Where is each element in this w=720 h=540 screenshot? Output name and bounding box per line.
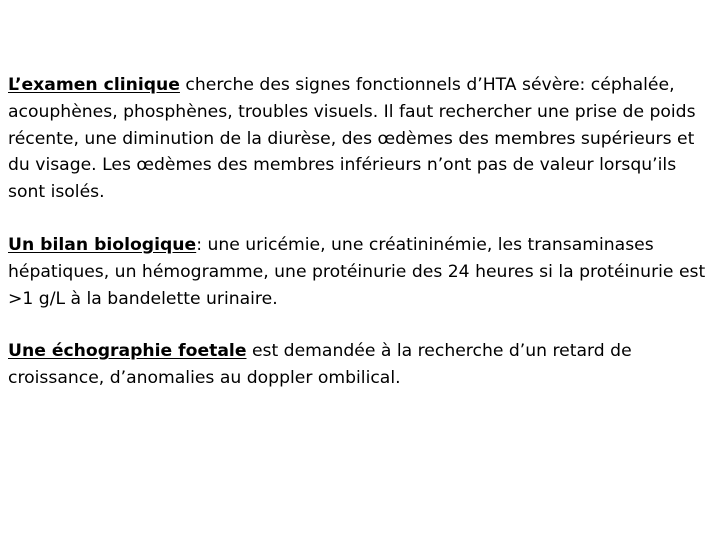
paragraph-fetal-ultrasound [8,338,716,392]
heading-fetal-ultrasound: Une échographie foetale [8,341,247,362]
heading-lab-workup: Un bilan biologique [8,234,197,255]
heading-clinical-exam: L’examen clinique [8,75,180,95]
text-clinical-exam: cherche des signes fonctionnels d’HTA sévère: céphalée, acouphènes, phosphènes, troubles visuels. Il faut rechercher une prise de poids récente, une diminution de la diurèse, des œdèmes des membres supérieurs et du visage. Les œdèmes des membres inférieurs n’ont pas de valeur lorsqu’ils sont isolés. [8,75,696,203]
paragraph-lab-workup [8,232,716,312]
text-fetal-ultrasound: est demandée à la recherche d’un retard de croissance, d’anomalies au doppler ombilical. [8,341,632,389]
slide-body [8,72,716,392]
paragraph-clinical-exam [8,72,716,206]
text-lab-workup: : une uricémie, une créatininémie, les transaminases hépatiques, un hémogramme, une protéinurie des 24 heures si la protéinurie est >1 g/L à la bandelette urinaire. [8,234,706,309]
